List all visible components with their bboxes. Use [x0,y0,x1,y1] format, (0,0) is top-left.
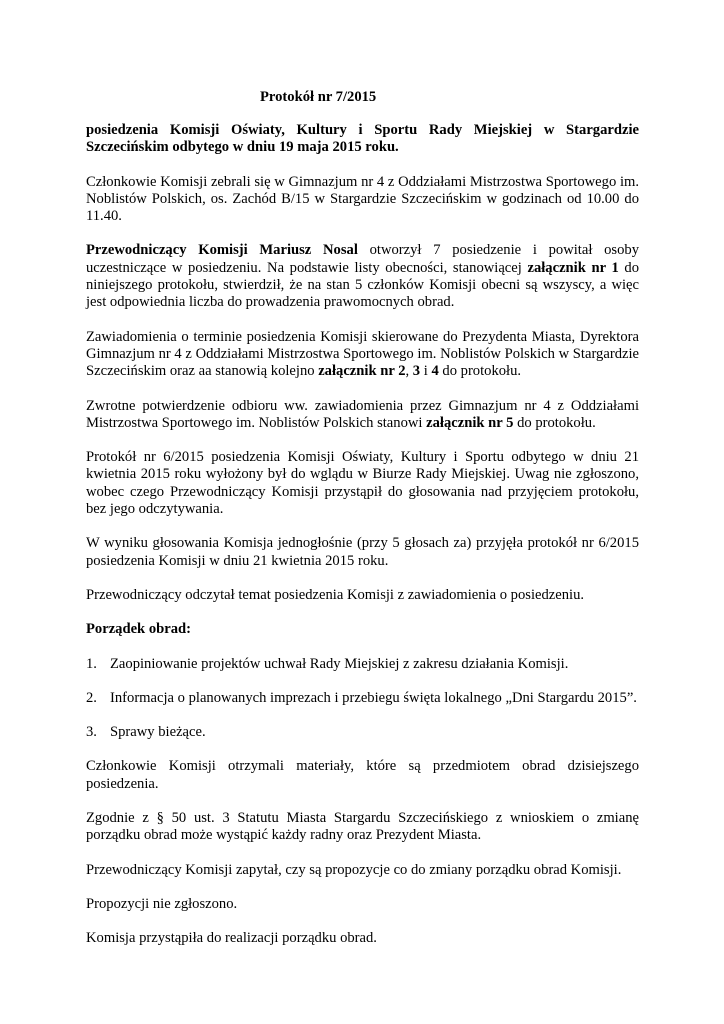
opening-text-2: do niniejszego protokołu, stwierdził, że na stan 5 członków Komisji obecni są wszyscy, a więc jest odpowiednia liczba do prowadzenia prawomocnych obrad. [86,259,640,311]
attachment-3-ref: 3 [412,363,421,380]
chairman-name: Przewodniczący Komisji Mariusz Nosal [86,242,358,259]
opening-text-1: otworzył 7 posiedzenie i powitał osoby uczestniczące w posiedzeniu. Na podstawie listy obecności, stanowiącej [86,242,639,276]
protocol-subtitle: posiedzenia Komisji Oświaty, Kultury i Sportu Rady Miejskiej w Stargardzie Szczecińskim odbytego w dniu 19 maja 2015 roku. [86,122,639,156]
agenda-item-text: Sprawy bieżące. [110,724,206,741]
notifications-sep-2: i [420,363,432,380]
agenda-item [86,724,639,741]
paragraph-question: Przewodniczący Komisji zapytał, czy są propozycje co do zmiany porządku obrad Komisji. [86,861,622,878]
attachment-4-ref: 4 [431,363,439,380]
paragraph-location: Członkowie Komisji zebrali się w Gimnazjum nr 4 z Oddziałami Mistrzostwa Sportowego im. Noblistów Polskich, os. Zachód B/15 w Stargardzie Szczecińskim w godzinach od 10.00 do 11.40. [86,173,639,225]
agenda-item-text: Zaopiniowanie projektów uchwał Rady Miejskiej z zakresu działania Komisji. [110,655,569,672]
agenda-heading: Porządek obrad: [86,621,191,638]
paragraph-materials: Członkowie Komisji otrzymali materiały, które są przedmiotem obrad dzisiejszego posiedzenia. [86,758,639,792]
agenda-item [86,690,639,707]
protocol-title: Protokół nr 7/2015 [260,89,377,105]
confirmation-text-2: do protokołu. [513,414,596,431]
notifications-sep-1: , [405,363,413,380]
paragraph-vote: W wyniku głosowania Komisja jednogłośnie (przy 5 głosach za) przyjęła protokół nr 6/2015 posiedzenia Komisji w dniu 21 kwietnia 2015 roku. [86,535,639,569]
paragraph-topic: Przewodniczący odczytał temat posiedzenia Komisji z zawiadomienia o posiedzeniu. [86,586,585,603]
paragraph-no-proposals: Propozycji nie zgłoszono. [86,895,238,912]
confirmation-text-1: Zwrotne potwierdzenie odbioru ww. zawiadomienia przez Gimnazjum nr 4 z Oddziałami Mistrzostwa Sportowego im. Noblistów Polskich stanowi [86,397,639,431]
notifications-text-2: do protokołu. [438,363,522,380]
paragraph-confirmation [86,398,639,433]
agenda-list [86,656,639,742]
agenda-item-number: 2. [86,689,97,706]
paragraph-opening [86,242,639,311]
paragraph-start: Komisja przystąpiła do realizacji porządku obrad. [86,930,377,947]
agenda-item [86,656,639,673]
agenda-item-text: Informacja o planowanych imprezach i przebiegu święta lokalnego „Dni Stargardu 2015”. [110,689,637,706]
notifications-text-1: Zawiadomienia o terminie posiedzenia Komisji skierowane do Prezydenta Miasta, Dyrektora Gimnazjum nr 4 z Oddziałami Mistrzostwa Sportowego im. Noblistów Polskich w Stargardzie Szczecińskim oraz aa stanowią kolejno [86,328,639,380]
document-body [86,122,639,965]
attachment-2-ref: załącznik nr 2 [318,363,406,380]
agenda-item-number: 3. [86,724,97,741]
paragraph-previous-protocol: Protokół nr 6/2015 posiedzenia Komisji Oświaty, Kultury i Sportu odbytego w dniu 21 kwietnia 2015 roku wyłożony był do wglądu w Biurze Rady Miejskiej. Uwag nie zgłoszono, wobec czego Przewodniczący Komisji przystąpił do głosowania nad przyjęciem protokołu, bez jego odczytywania. [86,449,639,518]
paragraph-statute: Zgodnie z § 50 ust. 3 Statutu Miasta Stargardu Szczecińskiego z wnioskiem o zmianę porządku obrad może wystąpić każdy radny oraz Prezydent Miasta. [86,810,639,844]
agenda-item-number: 1. [86,655,97,672]
attachment-5-ref: załącznik nr 5 [426,414,514,431]
attachment-1-ref: załącznik nr 1 [527,259,619,276]
paragraph-notifications [86,329,639,381]
